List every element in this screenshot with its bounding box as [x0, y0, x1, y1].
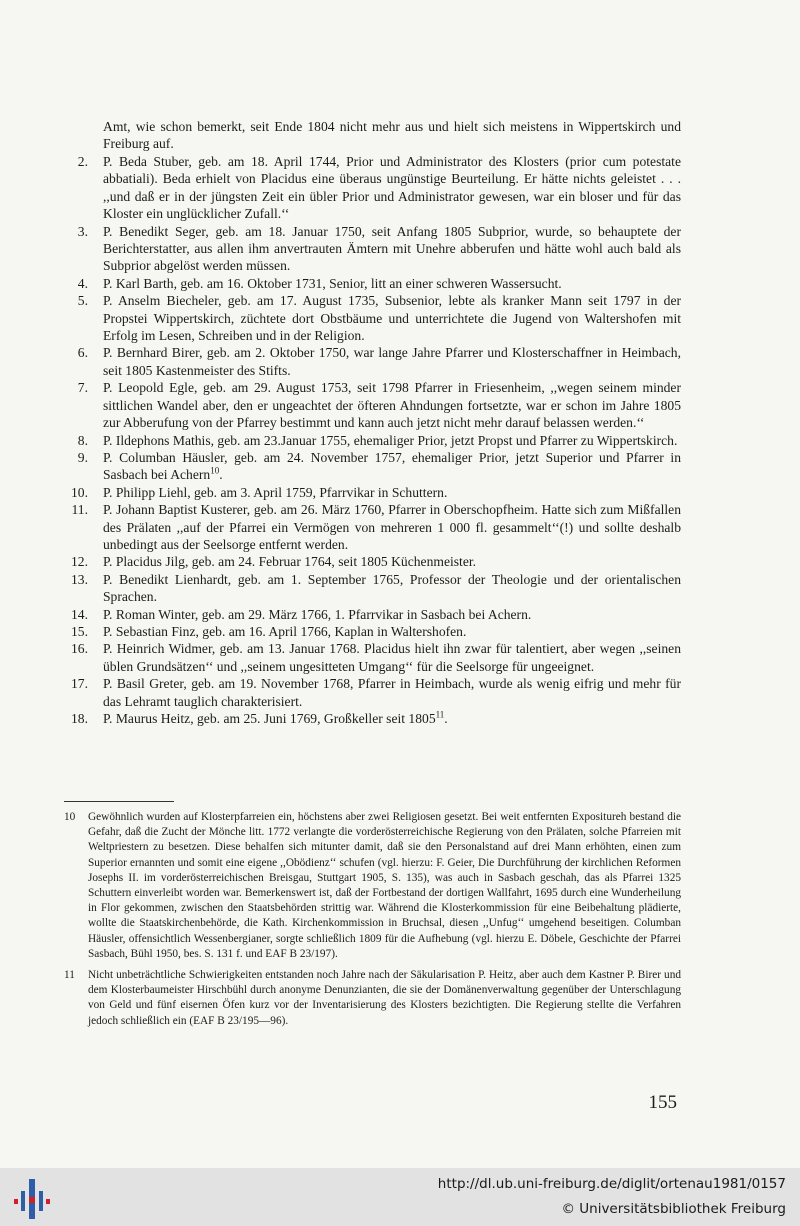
page-number: 155: [648, 1092, 677, 1113]
list-item-number: 13.: [71, 571, 88, 587]
list-item-number: 15.: [71, 623, 88, 639]
list-item: [60, 640, 681, 675]
list-item-text: P. Johann Baptist Kusterer, geb. am 26. März 1760, Pfarrer in Oberschopfheim. Hatte sich zum Mißfallen des Prälaten ,,auf der Pfarrei ein Vermögen von mehreren 1 000 fl. gesammelt‘‘(!) und sollte deshalb unbedingt aus der Seelsorge entfernt werden.: [103, 502, 681, 552]
list-item: [60, 623, 681, 640]
list-item-text: P. Leopold Egle, geb. am 29. August 1753, seit 1798 Pfarrer in Friesenheim, ,,wegen seinem minder sittlichen Wandel aber, den er ungeachtet der öfteren Ahndungen fortsetzte, war er schon im Jahre 1805 zur Abberufung von der Pfarrey bestimmt und kann auch jetzt nicht mehr darauf belassen werden.‘‘: [103, 380, 681, 431]
list-item-tail: .: [219, 467, 223, 483]
footnote: [64, 968, 681, 1029]
footnote-text: Nicht unbeträchtliche Schwierigkeiten entstanden noch Jahre nach der Säkularisation P. Heitz, aber auch dem Kastner P. Birer und dem Klosterbaumeister Hirschbühl durch anonyme Denunzianten, die sie der Domänenverwaltung gegenüber der Unterschlagung von Geld und fünf eisernen Öfen kurz vor der Inventarisierung des Klosters bezichtigten. Die Regierung stellte die Verfahren jedoch schließlich ein (EAF B 23/195—96).: [88, 969, 681, 1027]
footnote-number: 10: [64, 811, 76, 823]
list-item: [60, 449, 681, 484]
list-item: [60, 223, 681, 275]
ub-freiburg-logo-icon[interactable]: [12, 1177, 52, 1221]
list-item-number: 17.: [71, 676, 88, 692]
list-item-number: 2.: [77, 154, 88, 169]
footer-bar: [0, 1168, 800, 1226]
footnote-reference[interactable]: 11: [435, 709, 445, 720]
list-item: [60, 606, 681, 623]
list-item-text: P. Heinrich Widmer, geb. am 13. Januar 1768. Placidus hielt ihn zwar für talentiert, aber wegen ,,seinen üblen Grundsätzen‘‘ und ,,seinem ungesitteten Umgang‘‘ für die Seelsorge für ungeeignet.: [103, 641, 681, 674]
list-item: [60, 292, 681, 344]
list-item-number: 16.: [71, 641, 88, 657]
list-item-text: P. Benedikt Lienhardt, geb. am 1. September 1765, Professor der Theologie und der orientalischen Sprachen.: [103, 571, 681, 605]
list-item: [60, 675, 681, 710]
list-item-text: P. Placidus Jilg, geb. am 24. Februar 1764, seit 1805 Küchenmeister.: [103, 554, 477, 570]
list-item-number: 14.: [71, 606, 88, 622]
list-item: [60, 571, 681, 606]
list-item: [60, 379, 681, 431]
footnotes: [64, 810, 681, 1035]
footnote-number: 11: [64, 969, 75, 982]
list-item-text: P. Karl Barth, geb. am 16. Oktober 1731, Senior, litt an einer schweren Wassersucht.: [103, 275, 562, 291]
list-item-text: P. Sebastian Finz, geb. am 16. April 1766, Kaplan in Waltershofen.: [103, 623, 467, 639]
list-item: [60, 484, 681, 501]
footnote-divider: [64, 801, 174, 802]
list-item-number: 10.: [71, 484, 88, 500]
list-item-text: P. Beda Stuber, geb. am 18. April 1744, Prior und Administrator des Klosters (prior cum potestate abbatiali). Beda erhielt von Placidus eine überaus ungünstige Beurteilung. Er hätte nichts geleistet . . . ,,und daß er in der jüngsten Zeit ein übler Prior und Administrator gewesen, war ein bloser und für das Kloster ein unglücklicher Zufall.‘‘: [103, 154, 681, 222]
list-item-number: 9.: [77, 449, 88, 465]
list-item-text: P. Ildephons Mathis, geb. am 23.Januar 1755, ehemaliger Prior, jetzt Propst und Pfarrer zu Wippertskirch.: [103, 432, 678, 448]
list-item-text: P. Basil Greter, geb. am 19. November 1768, Pfarrer in Heimbach, wurde als wenig eifrig und mehr für das Lehramt tauglich charakterisiert.: [103, 676, 681, 709]
list-item: [60, 710, 681, 727]
list-item-text: P. Columban Häusler, geb. am 24. November 1757, ehemaliger Prior, jetzt Superior und Pfarrer in Sasbach bei Achern: [103, 449, 681, 483]
list-item: [60, 432, 681, 449]
list-item-text: P. Roman Winter, geb. am 29. März 1766, 1. Pfarrvikar in Sasbach bei Achern.: [103, 606, 532, 622]
list-item-number: 5.: [77, 293, 88, 309]
footnote: [64, 810, 681, 962]
list-item-text: P. Anselm Biecheler, geb. am 17. August 1735, Subsenior, lebte als kranker Mann seit 1797 in der Propstei Wippertskirch, züchtete dort Obstbäume und unterrichtete die Jugend von Waltershofen mit Erfolg im Lesen, Schreiben und in der Religion.: [103, 293, 681, 344]
list-item-number: 7.: [77, 380, 88, 396]
list-item: [60, 344, 681, 379]
list-item: [60, 553, 681, 570]
list-item-number: 11.: [71, 502, 88, 518]
list-item-text: P. Philipp Liehl, geb. am 3. April 1759, Pfarrvikar in Schuttern.: [103, 484, 448, 500]
footnote-text: Gewöhnlich wurden auf Klosterpfarreien ein, höchstens aber zwei Religiosen gesetzt. Bei weit entfernten Expositureh bestand die Gefahr, daß die Zucht der Mönche litt. 1772 verlangte die vorderösterreichische Regierung von den Prälaten, solche Pfarreien mit Weltpriestern zu besetzen. Diese behalfen sich mitunter damit, daß sie den Personalstand auf drei Mann erhöhten, einen zum Superior ernannten und somit eine eigene ,,Obödienz‘‘ schufen (vgl. hierzu: F. Geier, Die Durchführung der kirchlichen Reformen Josephs II. im vorderösterreichischen Breisgau, Stuttgart 1905, S. 135), was auch in Sasbach geschah, das als Pfarrei 1325 Schuttern einverleibt worden war. Bemerkenswert ist, daß der Fortbestand der dortigen Wallfahrt, 1695 durch eine Wunderheilung in Flor gekommen, zwischen den Staatsbehörden strittig war. Während die Klosterkommission für eine Beibehaltung plädierte, wollte die Staatskirchenbehörde, die Kath. Kirchenkommission in Bruchsal, diesen ,,Unfug‘‘ umgehend beseitigen. Columban Häusler, offensichtlich Wessenbergianer, sorgte schließlich 1809 für die Aufhebung (vgl. hierzu E. Döbele, Geschichte der Pfarrei Sasbach, Bühl 1950, bes. S. 131 f. und EAF B 23/197).: [88, 811, 681, 960]
footnote-reference[interactable]: 10: [210, 465, 220, 476]
list-item-number: 3.: [77, 223, 88, 239]
list-item-number: 12.: [71, 554, 88, 570]
footer-copyright: © Universitätsbibliothek Freiburg: [561, 1201, 786, 1217]
list-item: [60, 501, 681, 553]
continuation-paragraph: Amt, wie schon bemerkt, seit Ende 1804 nicht mehr aus und hielt sich meistens in Wippertskirch und Freiburg auf.: [103, 119, 681, 152]
list-item-text: P. Maurus Heitz, geb. am 25. Juni 1769, Großkeller seit 1805: [103, 711, 436, 726]
list-item-number: 18.: [71, 711, 88, 726]
list-item-number: 6.: [77, 345, 88, 361]
list-item: [60, 153, 681, 223]
list-item-text: P. Benedikt Seger, geb. am 18. Januar 1750, seit Anfang 1805 Subprior, wurde, so behauptete der Berichterstatter, aus allen ihm anvertrauten Ämtern mit Unehre abberufen und hätte wohl auch bald als Subprior abgelöst werden müssen.: [103, 223, 681, 274]
list-item-number: 4.: [77, 275, 88, 291]
list-item-text: P. Bernhard Birer, geb. am 2. Oktober 1750, war lange Jahre Pfarrer und Klosterschaffner in Heimbach, seit 1805 Kastenmeister des Stifts.: [103, 345, 681, 378]
monk-list: [60, 153, 681, 727]
list-item-number: 8.: [77, 432, 88, 448]
list-item: [60, 275, 681, 292]
footer-url-link[interactable]: http://dl.ub.uni-freiburg.de/diglit/ortenau1981/0157: [437, 1176, 786, 1192]
list-item-tail: .: [444, 711, 448, 726]
